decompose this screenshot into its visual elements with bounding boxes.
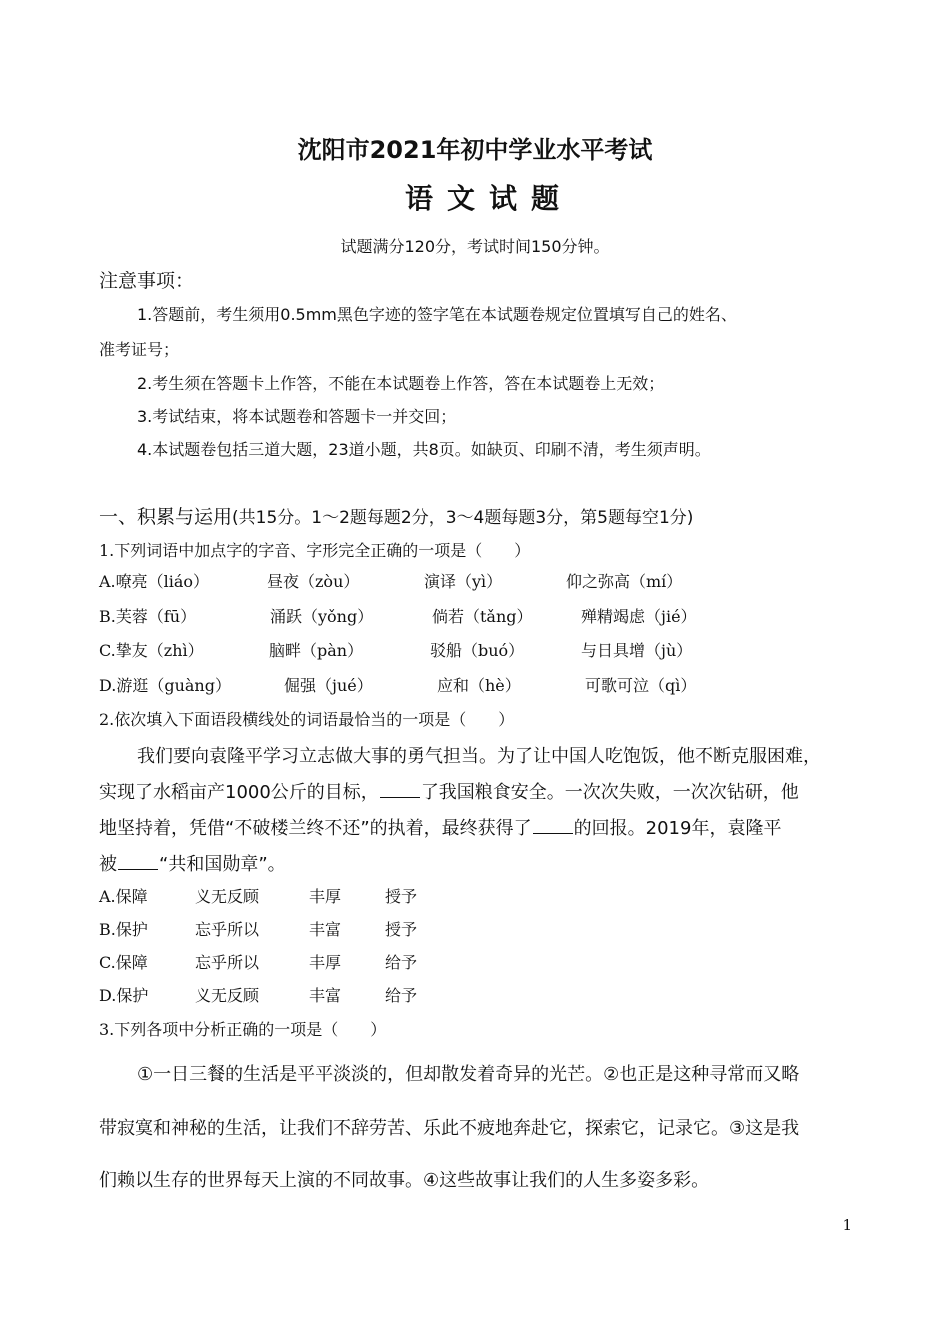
passage-line: [99, 814, 869, 840]
notes-heading: 注意事项：: [99, 270, 195, 292]
option-cell: 涌跃（yǒng）: [270, 607, 374, 626]
option-cell: 昼夜（zòu）: [267, 572, 360, 591]
option-cell: 丰富: [309, 986, 342, 1005]
note-item: 3.考试结束，将本试题卷和答题卡一并交回；: [137, 407, 457, 426]
page-number: 1: [842, 1216, 852, 1234]
note-item: 准考证号；: [99, 340, 180, 359]
option-cell: 仰之弥高（mí）: [566, 572, 683, 591]
exam-info: 试题满分120分，考试时间150分钟。: [340, 237, 610, 256]
passage-text: 地坚持着，凭借“不破楼兰终不还”的执着，最终获得了: [99, 818, 532, 839]
option-cell: 丰富: [309, 920, 342, 939]
option-cell: B.芙蓉（fū）: [99, 607, 197, 626]
option-cell: 丰厚: [309, 953, 342, 972]
note-item: 2.考生须在答题卡上作答，不能在本试题卷上作答，答在本试题卷上无效；: [137, 374, 665, 393]
option-cell: 义无反顾: [195, 986, 260, 1005]
option-cell: C.保障: [99, 953, 148, 972]
option-cell: 应和（hè）: [437, 676, 521, 695]
option-cell: 丰厚: [309, 887, 342, 906]
option-cell: 脑畔（pàn）: [269, 641, 364, 660]
option-cell: D.游逛（guàng）: [99, 676, 231, 695]
option-cell: 给予: [385, 953, 418, 972]
passage-line: [99, 778, 869, 804]
option-cell: 忘乎所以: [195, 953, 260, 972]
passage-text: 了我国粮食安全。一次次失败，一次次钻研，他: [420, 782, 799, 803]
passage-line: [99, 850, 869, 876]
fill-blank: [380, 796, 420, 798]
option-cell: 驳船（buó）: [430, 641, 525, 660]
passage-line: 们赖以生存的世界每天上演的不同故事。④这些故事让我们的人生多姿多彩。: [99, 1170, 710, 1191]
note-item: 4.本试题卷包括三道大题，23道小题，共8页。如缺页、印刷不清，考生须声明。: [137, 440, 711, 459]
passage-line: 我们要向袁隆平学习立志做大事的勇气担当。为了让中国人吃饱饭，他不断克服困难，: [137, 746, 821, 767]
question-3-stem: 3.下列各项中分析正确的一项是（ ）: [99, 1020, 387, 1039]
question-2-stem: 2.依次填入下面语段横线处的词语最恰当的一项是（ ）: [99, 710, 515, 729]
option-cell: 倔强（jué）: [284, 676, 373, 695]
option-cell: 义无反顾: [195, 887, 260, 906]
fill-blank: [118, 868, 158, 870]
option-cell: 演译（yì）: [424, 572, 503, 591]
question-1-stem: 1.下列词语中加点字的字音、字形完全正确的一项是（ ）: [99, 541, 531, 560]
fill-blank: [533, 832, 573, 834]
section-1-heading: [99, 502, 693, 529]
passage-text: 的回报。2019年，袁隆平: [573, 818, 782, 839]
section-1-title: 一、积累与运用: [99, 506, 233, 528]
option-cell: D.保护: [99, 986, 149, 1005]
passage-line: ①一日三餐的生活是平平淡淡的，但却散发着奇异的光芒。②也正是这种寻常而又略: [137, 1064, 800, 1085]
passage-text: 实现了水稻亩产1000公斤的目标，: [99, 782, 379, 803]
option-cell: A.嘹亮（liáo）: [99, 572, 210, 591]
option-cell: 与日具增（jù）: [581, 641, 693, 660]
option-cell: B.保护: [99, 920, 148, 939]
option-cell: 授予: [385, 920, 418, 939]
option-cell: 忘乎所以: [195, 920, 260, 939]
option-cell: 殚精竭虑（jié）: [581, 607, 697, 626]
option-cell: C.挚友（zhì）: [99, 641, 204, 660]
note-item: 1.答题前，考生须用0.5mm黑色字迹的签字笔在本试题卷规定位置填写自己的姓名、: [137, 305, 737, 324]
subject-title: 语文试题: [404, 182, 573, 215]
option-cell: 可歌可泣（qì）: [585, 676, 697, 695]
option-cell: 给予: [385, 986, 418, 1005]
passage-line: 带寂寞和神秘的生活，让我们不辞劳苦、乐此不疲地奔赴它，探索它，记录它。③这是我: [99, 1118, 800, 1139]
option-cell: A.保障: [99, 887, 148, 906]
passage-text: 被: [99, 854, 117, 875]
passage-text: “共和国勋章”。: [159, 854, 286, 875]
option-cell: 授予: [385, 887, 418, 906]
section-1-note: (共15分。1～2题每题2分，3～4题每题3分，第5题每空1分): [232, 508, 694, 528]
option-cell: 倘若（tǎng）: [432, 607, 533, 626]
exam-title: 沈阳市2021年初中学业水平考试: [297, 136, 653, 164]
